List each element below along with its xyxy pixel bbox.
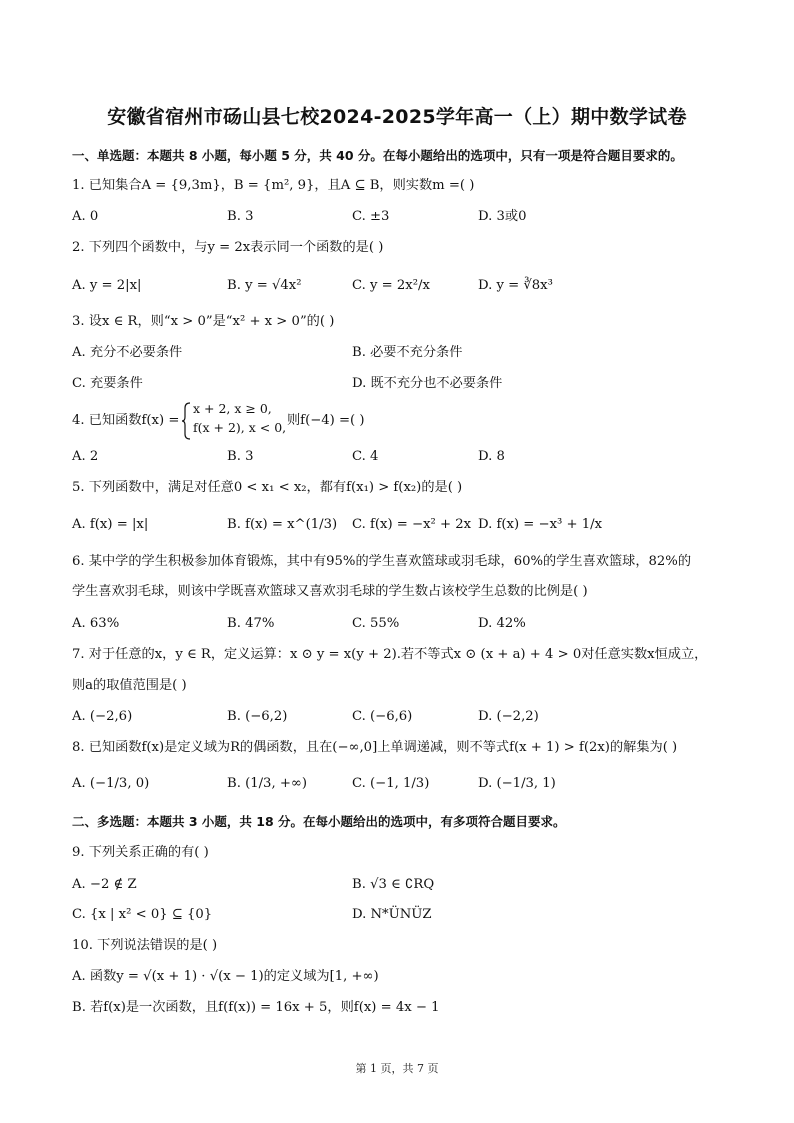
q5-option-b: B. f(x) = x^(1/3) (227, 517, 338, 532)
q2-option-a: A. y = 2|x| (72, 278, 142, 293)
q4-option-a: A. 2 (72, 449, 99, 464)
question-4-stem-suffix: 则f(−4) =( ) (287, 413, 365, 428)
q1-option-b: B. 3 (227, 209, 254, 224)
q8-option-a: A. (−1/3, 0) (72, 776, 150, 791)
question-8-stem: 8. 已知函数f(x)是定义域为R的偶函数，且在(−∞,0]上单调递减，则不等式f(x + 1) > f(2x)的解集为( ) (72, 740, 678, 755)
q2-option-c: C. y = 2x²/x (352, 278, 430, 293)
question-6-stem-line-2: 学生喜欢羽毛球，则该中学既喜欢篮球又喜欢羽毛球的学生数占该校学生总数的比例是( ) (72, 584, 588, 599)
q5-option-c: C. f(x) = −x² + 2x (352, 517, 472, 532)
q8-option-b: B. (1/3, +∞) (227, 776, 308, 791)
q6-option-a: A. 63% (72, 616, 120, 631)
q10-option-b: B. 若f(x)是一次函数，且f(f(x)) = 16x + 5，则f(x) = 4x − 1 (72, 1000, 440, 1015)
question-1-stem: 1. 已知集合A = {9,3m}，B = {m², 9}，且A ⊆ B，则实数m =( ) (72, 178, 475, 193)
question-10-stem: 10. 下列说法错误的是( ) (72, 938, 218, 953)
q6-option-d: D. 42% (478, 616, 526, 631)
q2-option-b: B. y = √4x² (227, 278, 302, 293)
q9-option-b: B. √3 ∈ ∁RQ (352, 877, 435, 892)
q7-option-d: D. (−2,2) (478, 709, 539, 724)
q7-option-c: C. (−6,6) (352, 709, 413, 724)
q4-option-d: D. 8 (478, 449, 505, 464)
q2-option-d: D. y = ∛8x³ (478, 278, 553, 293)
q3-option-d: D. 既不充分也不必要条件 (352, 376, 503, 391)
page-footer: 第 1 页，共 7 页 (355, 1062, 439, 1075)
page-title: 安徽省宿州市砀山县七校2024-2025学年高一（上）期中数学试卷 (107, 106, 687, 128)
q9-option-c: C. {x | x² < 0} ⊆ {0} (72, 907, 213, 922)
question-6-stem-line-1: 6. 某中学的学生积极参加体育锻炼，其中有95%的学生喜欢篮球或羽毛球，60%的学生喜欢篮球，82%的 (72, 554, 692, 569)
q10-option-a: A. 函数y = √(x + 1) · √(x − 1)的定义域为[1, +∞) (72, 969, 379, 984)
question-5-stem: 5. 下列函数中，满足对任意0 < x₁ < x₂，都有f(x₁) > f(x₂)的是( ) (72, 480, 463, 495)
question-4-case-2: f(x + 2), x < 0, (193, 420, 287, 435)
piecewise-brace-icon (182, 402, 192, 440)
q1-option-a: A. 0 (72, 209, 99, 224)
question-2-stem: 2. 下列四个函数中，与y = 2x表示同一个函数的是( ) (72, 240, 384, 255)
q1-option-c: C. ±3 (352, 209, 390, 224)
q6-option-b: B. 47% (227, 616, 275, 631)
section-2-heading: 二、多选题：本题共 3 小题，共 18 分。在每小题给出的选项中，有多项符合题目要求。 (72, 814, 566, 829)
q9-option-a: A. −2 ∉ Z (72, 877, 137, 892)
q3-option-b: B. 必要不充分条件 (352, 345, 463, 360)
question-9-stem: 9. 下列关系正确的有( ) (72, 845, 209, 860)
q7-option-a: A. (−2,6) (72, 709, 133, 724)
question-4-stem-prefix: 4. 已知函数f(x) = (72, 413, 180, 428)
q9-option-d: D. N*ÜNÜZ (352, 907, 432, 922)
question-4-case-1: x + 2, x ≥ 0, (193, 401, 272, 416)
question-7-stem-line-2: 则a的取值范围是( ) (72, 678, 187, 693)
q3-option-c: C. 充要条件 (72, 376, 143, 391)
section-1-heading: 一、单选题：本题共 8 小题，每小题 5 分，共 40 分。在每小题给出的选项中，只有一项是符合题目要求的。 (72, 148, 683, 163)
q3-option-a: A. 充分不必要条件 (72, 345, 183, 360)
q8-option-c: C. (−1, 1/3) (352, 776, 430, 791)
q7-option-b: B. (−6,2) (227, 709, 288, 724)
q8-option-d: D. (−1/3, 1) (478, 776, 556, 791)
q1-option-d: D. 3或0 (478, 209, 527, 224)
q6-option-c: C. 55% (352, 616, 400, 631)
q5-option-d: D. f(x) = −x³ + 1/x (478, 517, 603, 532)
q4-option-b: B. 3 (227, 449, 254, 464)
question-3-stem: 3. 设x ∈ R，则“x > 0”是“x² + x > 0”的( ) (72, 314, 335, 329)
q4-option-c: C. 4 (352, 449, 379, 464)
q5-option-a: A. f(x) = |x| (72, 517, 149, 532)
question-7-stem-line-1: 7. 对于任意的x，y ∈ R，定义运算：x ⊙ y = x(y + 2).若不等式x ⊙ (x + a) + 4 > 0对任意实数x恒成立， (72, 647, 708, 662)
